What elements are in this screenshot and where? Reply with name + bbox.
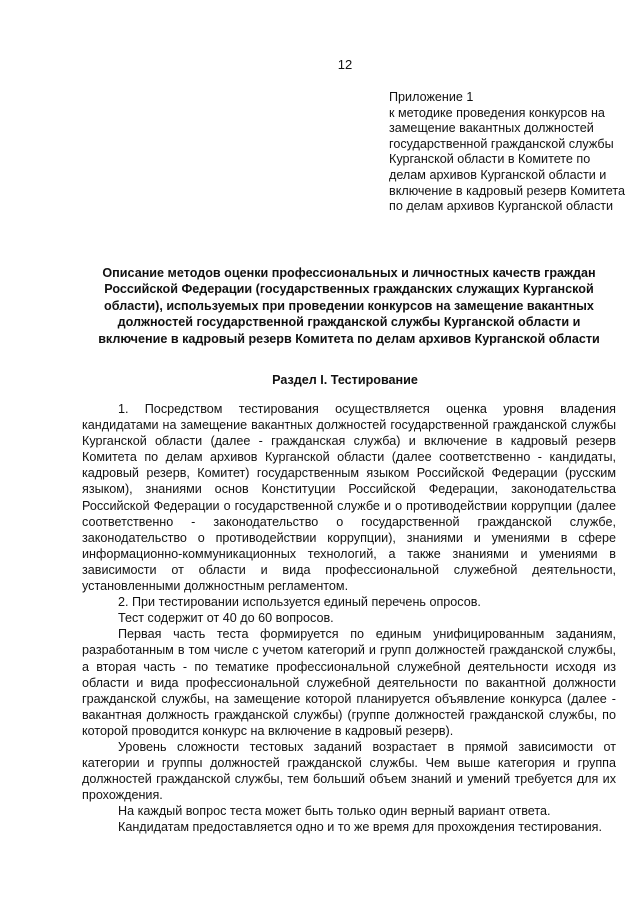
section-heading: Раздел I. Тестирование	[272, 373, 418, 387]
paragraph: Кандидатам предоставляется одно и то же время для прохождения тестирования.	[118, 820, 602, 835]
appendix-text: к методике проведения конкурсов на замещение вакантных должностей государственной гражданской службы Курганской области в Комитете по делам архивов Курганской области и включение в кадровый резерв Комитета по делам архивов Курганской области	[389, 105, 625, 214]
paragraph: Первая часть теста формируется по единым унифицированным заданиям, разработанным в том числе с учетом категорий и групп должностей гражданской службы, а вторая часть - по тематике профессиональной служебной деятельности исходя из области и вида профессиональной служебной деятельности по вакантной должности гражданской службы, на замещение которой планируется объявление конкурса (далее - вакантная должность гражданской службы) (группе должностей гражданской службы, по которой проводится конкурс на включение в кадровый резерв).	[82, 627, 616, 738]
paragraph: 1. Посредством тестирования осуществляется оценка уровня владения кандидатами на замещение вакантных должностей государственной гражданской службы Курганской области (далее - гражданская служба) и включение в кадровый резерв Комитета по делам архивов Курганской области (далее соответственно - кандидаты, кадровый резерв, Комитет) государственным языком Российской Федерации (русским языком), знаниями основ Конституции Российской Федерации, законодательства Российской Федерации о государственной службе и о противодействии коррупции (далее соответственно - законодательство о государственной гражданской службе, законодательство о противодействии коррупции), знаниями и умениями в сфере информационно-коммуникационных технологий, а также знаниями и умениями в зависимости от области и вида профессиональной служебной деятельности, установленными должностным регламентом.	[82, 402, 616, 594]
paragraph: Тест содержит от 40 до 60 вопросов.	[118, 611, 334, 626]
appendix-block	[389, 90, 625, 215]
document-body	[82, 401, 616, 836]
paragraph: 2. При тестировании используется единый перечень опросов.	[118, 595, 481, 610]
appendix-label: Приложение 1	[389, 90, 474, 104]
paragraph: На каждый вопрос теста может быть только один верный вариант ответа.	[118, 804, 551, 819]
page-number: 12	[337, 57, 353, 72]
document-title: Описание методов оценки профессиональных и личностных качеств граждан Российской Федерации (государственных гражданских служащих Курганской области), используемых при проведении конкурсов на замещение вакантных должностей государственной гражданской службы Курганской области и включение в кадровый резерв Комитета по делам архивов Курганской области	[98, 266, 600, 346]
paragraph: Уровень сложности тестовых заданий возрастает в прямой зависимости от категории и группы должностей гражданской службы. Чем выше категория и группа должностей гражданской службы, тем больший объем знаний и умений требуется для их прохождения.	[82, 739, 616, 803]
